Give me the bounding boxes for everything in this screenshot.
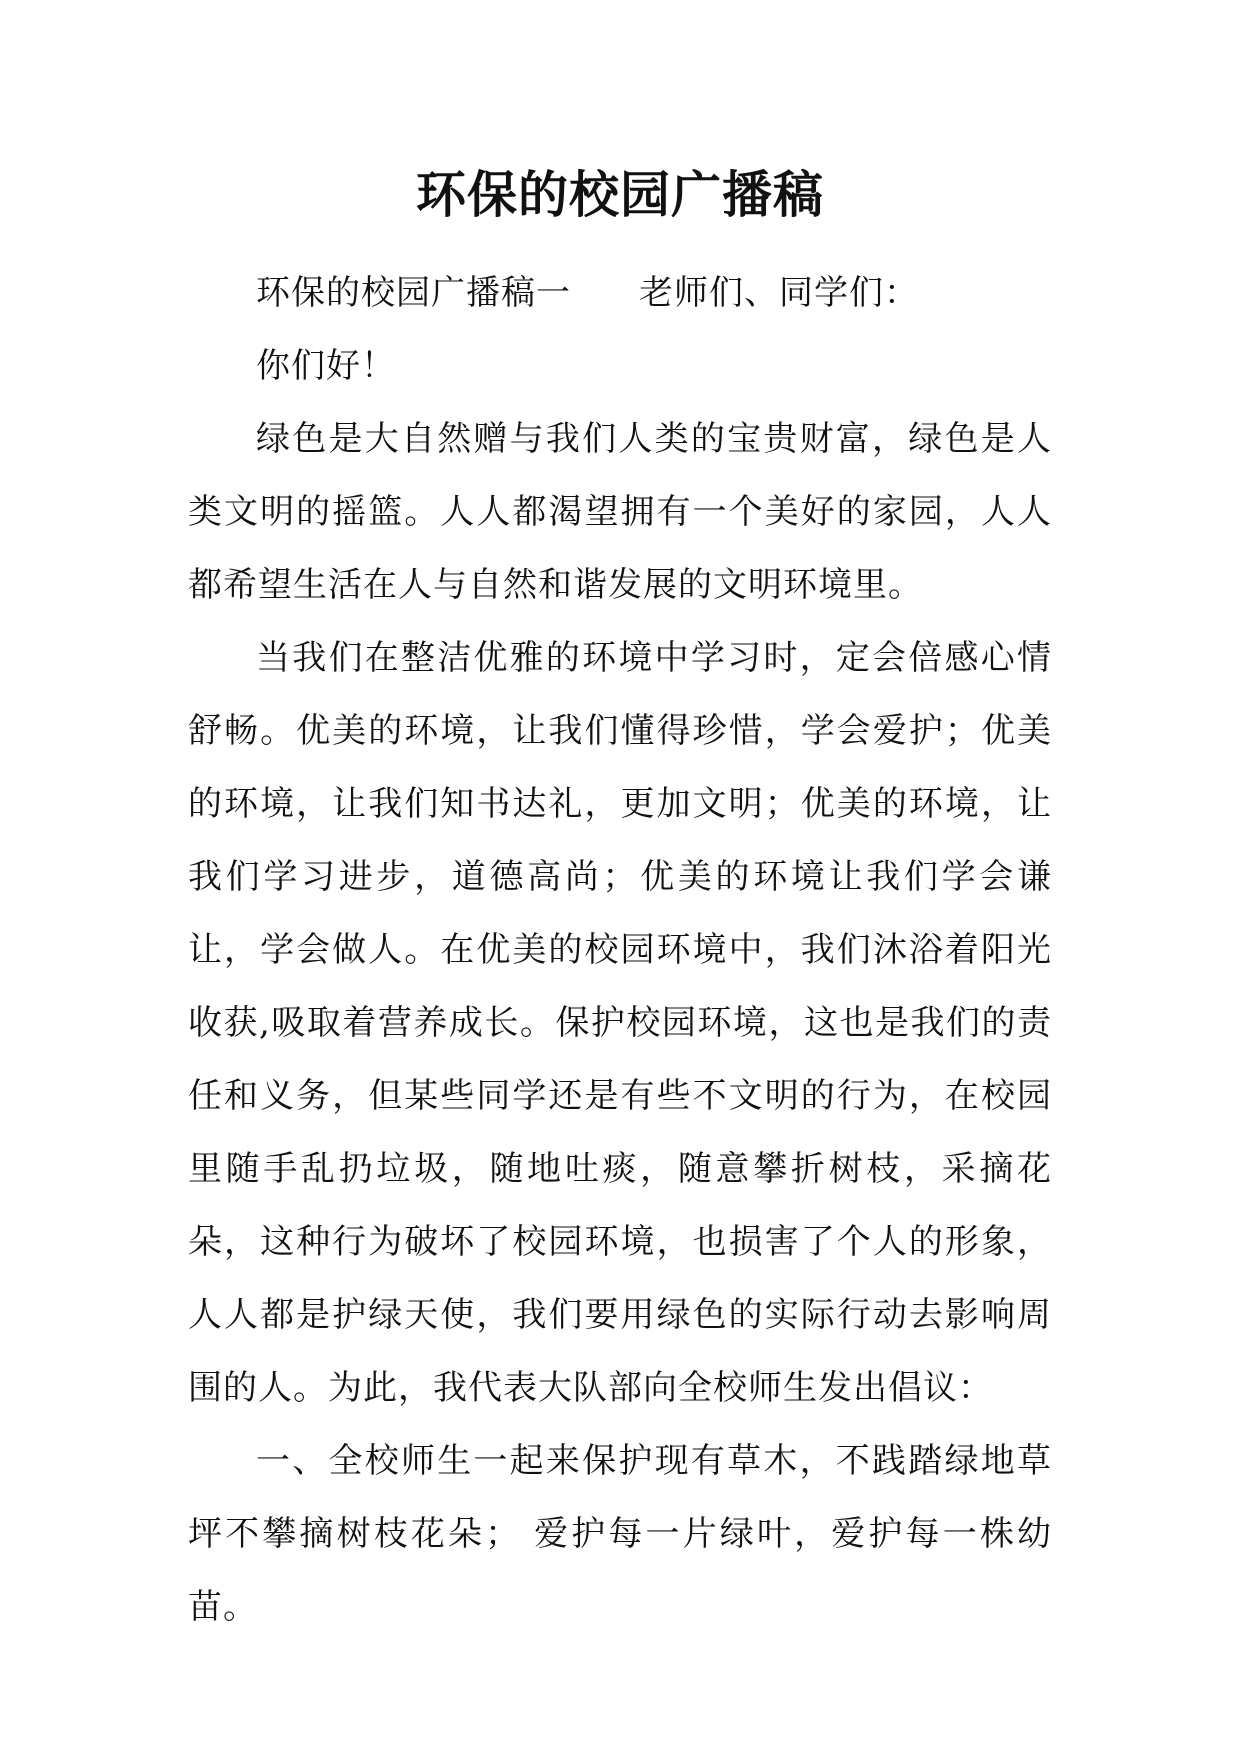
document-title: 环保的校园广播稿 [416, 166, 824, 224]
subtitle: 环保的校园广播稿一 [256, 273, 571, 313]
paragraph-2: 当我们在整洁优雅的环境中学习时，定会倍感心情舒畅。优美的环境，让我们懂得珍惜，学会爱护；优美的环境，让我们知书达礼，更加文明；优美的环境，让我们学习进步，道德高尚；优美的环境让我们学会谦让，学会做人。在优美的校园环境中，我们沐浴着阳光收获,吸取着营养成长。保护校园环境，这也是我们的责任和义务，但某些同学还是有些不文明的行为，在校园里随手乱扔垃圾，随地吐痰，随意攀折树枝，采摘花朵，这种行为破坏了校园环境，也损害了个人的形象，人人都是护绿天使，我们要用绿色的实际行动去影响周围的人。为此，我代表大队部向全校师生发出倡议： [188, 638, 1052, 1408]
document-body [188, 257, 1052, 1644]
greeting: 你们好！ [256, 346, 396, 386]
salutation: 老师们、同学们： [639, 273, 919, 313]
paragraph-1: 绿色是大自然赠与我们人类的宝贵财富，绿色是人类文明的摇篮。人人都渴望拥有一个美好的家园，人人都希望生活在人与自然和谐发展的文明环境里。 [188, 419, 1052, 605]
intro-line [188, 257, 1052, 330]
paragraph-3: 一、全校师生一起来保护现有草木，不践踏绿地草坪不攀摘树枝花朵； 爱护每一片绿叶，爱护每一株幼苗。 [188, 1441, 1052, 1627]
